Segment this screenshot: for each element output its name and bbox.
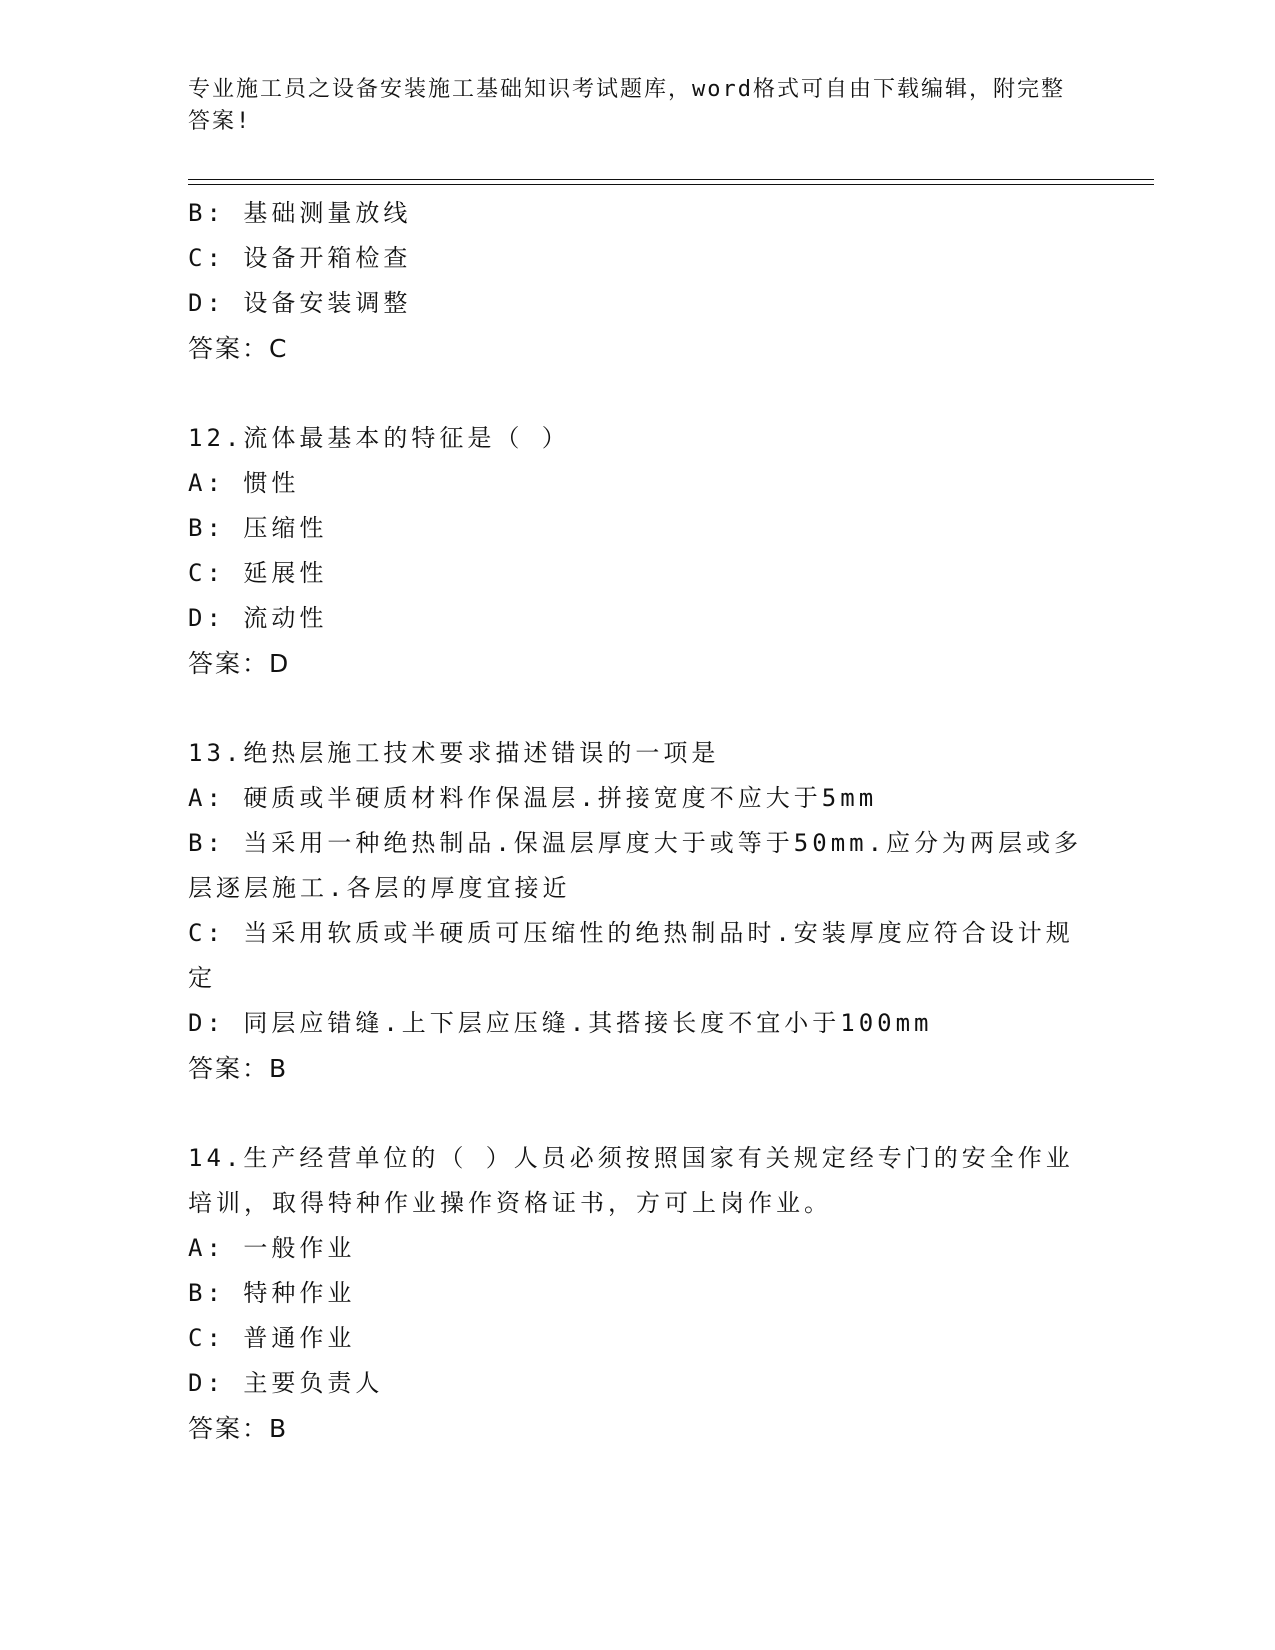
answer-line: 答案：C <box>188 334 289 363</box>
question-11-tail <box>188 191 1088 371</box>
question-12 <box>188 416 1088 686</box>
header-divider-bottom <box>188 184 1154 185</box>
question-13 <box>188 731 1088 1091</box>
header-divider-top <box>188 179 1154 180</box>
answer-line: 答案：B <box>188 1054 289 1083</box>
spacer <box>188 1091 1088 1136</box>
option-d: D: 主要负责人 <box>188 1369 384 1397</box>
spacer <box>188 686 1088 731</box>
option-a: A: 一般作业 <box>188 1234 356 1262</box>
option-b: B: 基础测量放线 <box>188 199 412 227</box>
option-d: D: 设备安装调整 <box>188 289 412 317</box>
option-c: C: 延展性 <box>188 559 328 587</box>
option-c: C: 设备开箱检查 <box>188 244 412 272</box>
question-stem: 13.绝热层施工技术要求描述错误的一项是 <box>188 739 720 767</box>
question-stem: 12.流体最基本的特征是（ ） <box>188 424 570 452</box>
answer-line: 答案：B <box>188 1414 289 1443</box>
question-list <box>188 191 1088 1451</box>
option-c: C: 当采用软质或半硬质可压缩性的绝热制品时.安装厚度应符合设计规定 <box>188 919 1074 992</box>
page-header: 专业施工员之设备安装施工基础知识考试题库，word格式可自由下载编辑，附完整答案! <box>188 77 1065 134</box>
question-14 <box>188 1136 1088 1451</box>
option-d: D: 流动性 <box>188 604 328 632</box>
option-a: A: 硬质或半硬质材料作保温层.拼接宽度不应大于5mm <box>188 784 878 812</box>
option-a: A: 惯性 <box>188 469 300 497</box>
spacer <box>188 371 1088 416</box>
question-stem: 14.生产经营单位的（ ）人员必须按照国家有关规定经专门的安全作业培训，取得特种作业操作资格证书，方可上岗作业。 <box>188 1144 1074 1217</box>
option-c: C: 普通作业 <box>188 1324 356 1352</box>
answer-line: 答案：D <box>188 649 291 678</box>
option-b: B: 压缩性 <box>188 514 328 542</box>
option-d: D: 同层应错缝.上下层应压缝.其搭接长度不宜小于100mm <box>188 1009 933 1037</box>
option-b: B: 当采用一种绝热制品.保温层厚度大于或等于50mm.应分为两层或多层逐层施工.各层的厚度宜接近 <box>188 829 1083 902</box>
option-b: B: 特种作业 <box>188 1279 356 1307</box>
